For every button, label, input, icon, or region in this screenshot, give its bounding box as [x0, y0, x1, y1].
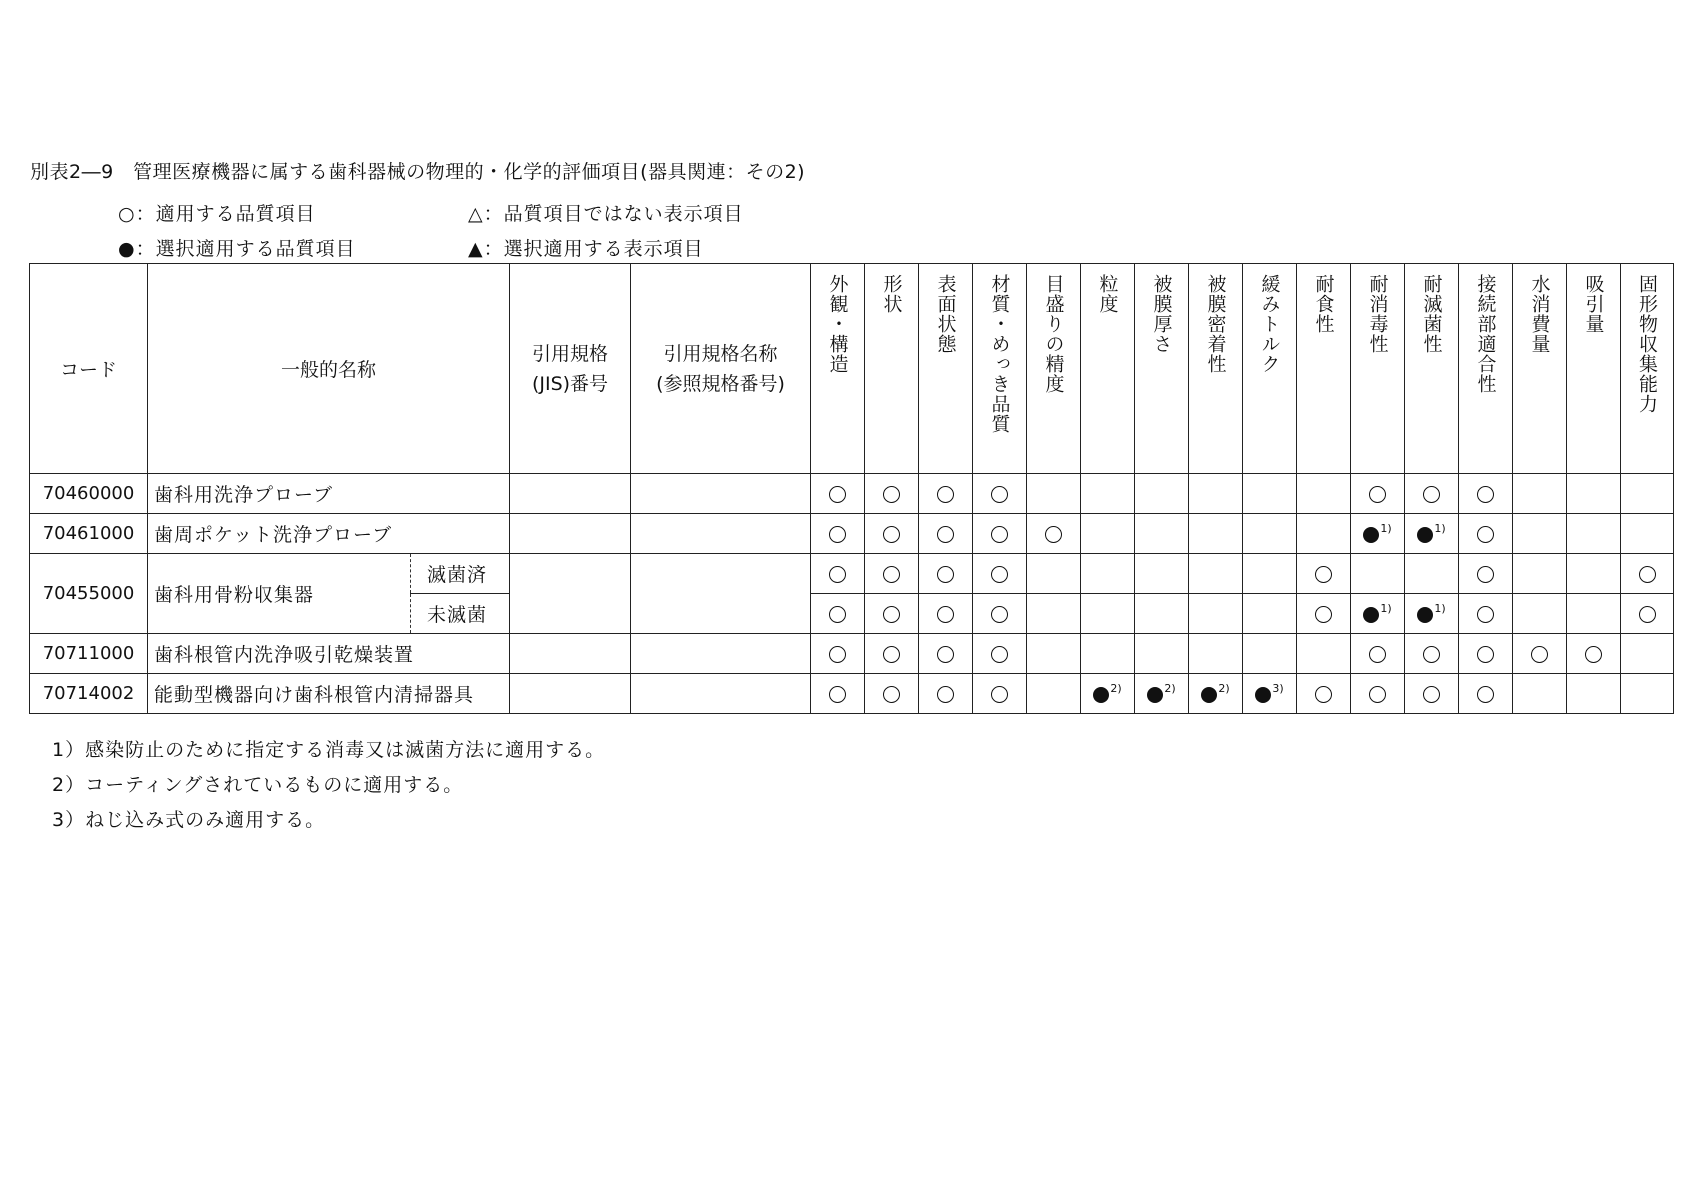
header-item-label: 被膜密着性: [1204, 274, 1227, 374]
mark-cell: [1405, 634, 1459, 674]
header-item-label: 外観・構造: [826, 274, 849, 374]
mark-cell: [1459, 474, 1513, 514]
header-item-12: [1459, 264, 1513, 474]
header-item-label: 耐食性: [1312, 274, 1335, 334]
header-item-label: 被膜厚さ: [1150, 274, 1173, 354]
footnote-ref: 1): [1434, 522, 1446, 535]
mark-cell: [919, 674, 973, 714]
mark-cell: [865, 634, 919, 674]
mark-cell: [1243, 474, 1297, 514]
table-row: [30, 554, 1674, 594]
mark-cell: [919, 514, 973, 554]
mark-cell: [1567, 634, 1621, 674]
open-circle-icon: [883, 686, 900, 703]
mark-cell: [1567, 594, 1621, 634]
mark-cell: [1567, 474, 1621, 514]
mark-cell: [919, 474, 973, 514]
mark-cell: [973, 674, 1027, 714]
name-cell: 能動型機器向け歯科根管内清掃器具: [148, 674, 510, 714]
mark-cell: [1297, 594, 1351, 634]
mark-cell: [1027, 634, 1081, 674]
mark-cell: [811, 514, 865, 554]
filled-circle-icon: [1417, 527, 1433, 543]
jis-cell: [510, 674, 631, 714]
header-item-label: 吸引量: [1582, 274, 1605, 334]
mark-cell: [1459, 514, 1513, 554]
mark-cell: [1567, 554, 1621, 594]
filled-circle-icon: [1201, 687, 1217, 703]
open-circle-icon: [1315, 606, 1332, 623]
mark-cell: [1297, 554, 1351, 594]
open-circle-icon: [991, 646, 1008, 663]
filled-circle-icon: [1363, 527, 1379, 543]
open-circle-icon: [829, 486, 846, 503]
open-circle-icon: [1639, 606, 1656, 623]
open-circle-icon: [937, 566, 954, 583]
mark-cell: [1621, 634, 1674, 674]
name-cell: 歯周ポケット洗浄プローブ: [148, 514, 510, 554]
mark-cell: [811, 674, 865, 714]
mark-cell: [1243, 674, 1297, 714]
mark-cell: [1459, 634, 1513, 674]
header-item-label: 形状: [880, 274, 903, 314]
name-cell: 歯科用洗浄プローブ: [148, 474, 510, 514]
footnote-ref: 1): [1380, 602, 1392, 615]
mark-cell: [1297, 674, 1351, 714]
open-circle-icon: [1369, 646, 1386, 663]
mark-cell: [1297, 474, 1351, 514]
open-circle-icon: [1315, 686, 1332, 703]
table-row: [30, 674, 1674, 714]
header-item-9: [1297, 264, 1351, 474]
header-name: 一般的名称: [148, 264, 510, 474]
filled-circle-icon: [1093, 687, 1109, 703]
mark-cell: [865, 674, 919, 714]
open-circle-icon: [1315, 566, 1332, 583]
mark-cell: [865, 594, 919, 634]
open-circle-icon: [1477, 526, 1494, 543]
open-circle-icon: [883, 566, 900, 583]
header-item-10: [1351, 264, 1405, 474]
mark-cell: [1513, 674, 1567, 714]
mark-cell: [1189, 474, 1243, 514]
open-circle-icon: [1423, 686, 1440, 703]
mark-cell: [1189, 594, 1243, 634]
header-item-5: [1081, 264, 1135, 474]
code-cell: 70455000: [30, 554, 148, 634]
filled-circle-icon: [1147, 687, 1163, 703]
name-cell: 歯科用骨粉収集器: [148, 554, 411, 634]
mark-cell: [1189, 554, 1243, 594]
table-row: [30, 474, 1674, 514]
sub-name-cell: 未滅菌: [411, 594, 510, 634]
mark-cell: [1621, 514, 1674, 554]
mark-cell: [811, 634, 865, 674]
mark-cell: [1351, 554, 1405, 594]
mark-cell: [811, 474, 865, 514]
mark-cell: [1027, 474, 1081, 514]
mark-cell: [1027, 674, 1081, 714]
ref-cell: [631, 514, 811, 554]
mark-cell: [1351, 514, 1405, 554]
mark-cell: [1081, 474, 1135, 514]
footnote-1: 1）感染防止のために指定する消毒又は滅菌方法に適用する。: [52, 739, 606, 761]
header-item-label: 水消費量: [1528, 274, 1551, 354]
legend-filled-triangle: ▲：選択適用する表示項目: [468, 238, 704, 260]
header-jis: [510, 264, 631, 474]
header-item-3: [973, 264, 1027, 474]
mark-cell: [1459, 594, 1513, 634]
table-row: [30, 634, 1674, 674]
mark-cell: [1243, 634, 1297, 674]
mark-cell: [1459, 554, 1513, 594]
footnote-ref: 2): [1218, 682, 1230, 695]
mark-cell: [1405, 514, 1459, 554]
open-circle-icon: [1477, 606, 1494, 623]
open-circle-icon: [883, 646, 900, 663]
open-circle-icon: [883, 486, 900, 503]
mark-cell: [1405, 554, 1459, 594]
mark-cell: [1405, 594, 1459, 634]
mark-cell: [1135, 674, 1189, 714]
mark-cell: [1513, 514, 1567, 554]
header-item-7: [1189, 264, 1243, 474]
open-circle-icon: [1045, 526, 1062, 543]
mark-cell: [1081, 554, 1135, 594]
footnote-ref: 1): [1434, 602, 1446, 615]
header-item-14: [1567, 264, 1621, 474]
header-ref: [631, 264, 811, 474]
code-cell: 70714002: [30, 674, 148, 714]
open-circle-icon: [883, 526, 900, 543]
mark-cell: [865, 474, 919, 514]
header-item-label: 接続部適合性: [1474, 274, 1497, 394]
mark-cell: [1135, 514, 1189, 554]
mark-cell: [1621, 674, 1674, 714]
mark-cell: [919, 594, 973, 634]
mark-cell: [1405, 674, 1459, 714]
footnote-ref: 1): [1380, 522, 1392, 535]
header-item-label: 耐消毒性: [1366, 274, 1389, 354]
mark-cell: [1621, 554, 1674, 594]
ref-cell: [631, 474, 811, 514]
header-item-label: 表面状態: [934, 274, 957, 354]
evaluation-table: [29, 263, 1674, 714]
jis-cell: [510, 634, 631, 674]
jis-cell: [510, 554, 631, 634]
mark-cell: [1513, 634, 1567, 674]
header-ref-line2: (参照規格番号): [656, 372, 785, 395]
header-item-label: 材質・めっき品質: [988, 274, 1011, 434]
mark-cell: [1135, 634, 1189, 674]
header-item-1: [865, 264, 919, 474]
jis-cell: [510, 514, 631, 554]
open-circle-icon: [1585, 646, 1602, 663]
header-item-0: [811, 264, 865, 474]
code-cell: 70461000: [30, 514, 148, 554]
open-circle-icon: [1477, 566, 1494, 583]
mark-cell: [1027, 594, 1081, 634]
open-circle-icon: [1477, 486, 1494, 503]
filled-circle-icon: [1363, 607, 1379, 623]
mark-cell: [1297, 514, 1351, 554]
mark-cell: [1513, 594, 1567, 634]
footnote-ref: 2): [1164, 682, 1176, 695]
open-circle-icon: [1369, 686, 1386, 703]
mark-cell: [1297, 634, 1351, 674]
filled-circle-icon: [1417, 607, 1433, 623]
mark-cell: [973, 594, 1027, 634]
header-item-label: 固形物収集能力: [1636, 274, 1659, 414]
open-circle-icon: [1369, 486, 1386, 503]
mark-cell: [1459, 674, 1513, 714]
legend-filled-circle: ●：選択適用する品質項目: [118, 238, 356, 260]
mark-cell: [811, 594, 865, 634]
open-circle-icon: [883, 606, 900, 623]
mark-cell: [1243, 514, 1297, 554]
mark-cell: [1243, 554, 1297, 594]
open-circle-icon: [937, 606, 954, 623]
mark-cell: [1027, 514, 1081, 554]
footnotes: [52, 733, 605, 838]
footnote-ref: 3): [1272, 682, 1284, 695]
mark-cell: [973, 474, 1027, 514]
open-circle-icon: [991, 606, 1008, 623]
open-circle-icon: [829, 566, 846, 583]
mark-cell: [865, 554, 919, 594]
open-circle-icon: [829, 646, 846, 663]
mark-cell: [1081, 634, 1135, 674]
open-circle-icon: [937, 686, 954, 703]
mark-cell: [1513, 554, 1567, 594]
mark-cell: [1135, 474, 1189, 514]
mark-cell: [973, 514, 1027, 554]
table-row: [30, 514, 1674, 554]
mark-cell: [811, 554, 865, 594]
mark-cell: [1351, 674, 1405, 714]
header-item-15: [1621, 264, 1674, 474]
open-circle-icon: [991, 566, 1008, 583]
open-circle-icon: [991, 686, 1008, 703]
open-circle-icon: [991, 526, 1008, 543]
mark-cell: [1621, 594, 1674, 634]
mark-cell: [1567, 674, 1621, 714]
open-circle-icon: [829, 686, 846, 703]
open-circle-icon: [991, 486, 1008, 503]
open-circle-icon: [829, 606, 846, 623]
sub-name-cell: 滅菌済: [411, 554, 510, 594]
code-cell: 70711000: [30, 634, 148, 674]
mark-cell: [1567, 514, 1621, 554]
footnote-2: 2）コーティングされているものに適用する。: [52, 774, 464, 796]
mark-cell: [1189, 634, 1243, 674]
header-item-6: [1135, 264, 1189, 474]
mark-cell: [973, 554, 1027, 594]
legend-open-circle: ○：適用する品質項目: [118, 203, 316, 225]
open-circle-icon: [937, 646, 954, 663]
header-item-label: 粒度: [1096, 274, 1119, 314]
mark-cell: [919, 554, 973, 594]
mark-cell: [1135, 554, 1189, 594]
open-circle-icon: [937, 486, 954, 503]
footnote-ref: 2): [1110, 682, 1122, 695]
header-jis-line2: (JIS)番号: [531, 372, 609, 395]
open-circle-icon: [937, 526, 954, 543]
ref-cell: [631, 554, 811, 634]
header-ref-line1: 引用規格名称: [663, 342, 778, 365]
mark-cell: [865, 514, 919, 554]
mark-cell: [1189, 514, 1243, 554]
header-item-2: [919, 264, 973, 474]
mark-cell: [1081, 594, 1135, 634]
page-title: 別表2―9 管理医療機器に属する歯科器械の物理的・化学的評価項目(器具関連：その2): [30, 161, 806, 183]
legend-open-triangle: △：品質項目ではない表示項目: [468, 203, 744, 225]
mark-cell: [1351, 634, 1405, 674]
name-cell: 歯科根管内洗浄吸引乾燥装置: [148, 634, 510, 674]
ref-cell: [631, 674, 811, 714]
mark-cell: [1189, 674, 1243, 714]
open-circle-icon: [1477, 686, 1494, 703]
header-item-label: 耐滅菌性: [1420, 274, 1443, 354]
mark-cell: [1081, 514, 1135, 554]
mark-cell: [919, 634, 973, 674]
open-circle-icon: [1531, 646, 1548, 663]
header-item-label: 緩みトルク: [1258, 274, 1281, 374]
header-item-8: [1243, 264, 1297, 474]
mark-cell: [1621, 474, 1674, 514]
code-cell: 70460000: [30, 474, 148, 514]
mark-cell: [1243, 594, 1297, 634]
mark-cell: [1027, 554, 1081, 594]
header-item-4: [1027, 264, 1081, 474]
header-jis-line1: 引用規格: [532, 342, 609, 365]
open-circle-icon: [829, 526, 846, 543]
header-item-13: [1513, 264, 1567, 474]
header-item-label: 目盛りの精度: [1042, 274, 1065, 394]
filled-circle-icon: [1255, 687, 1271, 703]
header-code: コード: [30, 264, 148, 474]
mark-cell: [1351, 594, 1405, 634]
mark-cell: [1135, 594, 1189, 634]
mark-cell: [1081, 674, 1135, 714]
open-circle-icon: [1639, 566, 1656, 583]
header-item-11: [1405, 264, 1459, 474]
open-circle-icon: [1477, 646, 1494, 663]
mark-cell: [1351, 474, 1405, 514]
mark-cell: [1405, 474, 1459, 514]
footnote-3: 3）ねじ込み式のみ適用する。: [52, 809, 326, 831]
mark-cell: [1513, 474, 1567, 514]
mark-cell: [973, 634, 1027, 674]
jis-cell: [510, 474, 631, 514]
open-circle-icon: [1423, 646, 1440, 663]
open-circle-icon: [1423, 486, 1440, 503]
ref-cell: [631, 634, 811, 674]
